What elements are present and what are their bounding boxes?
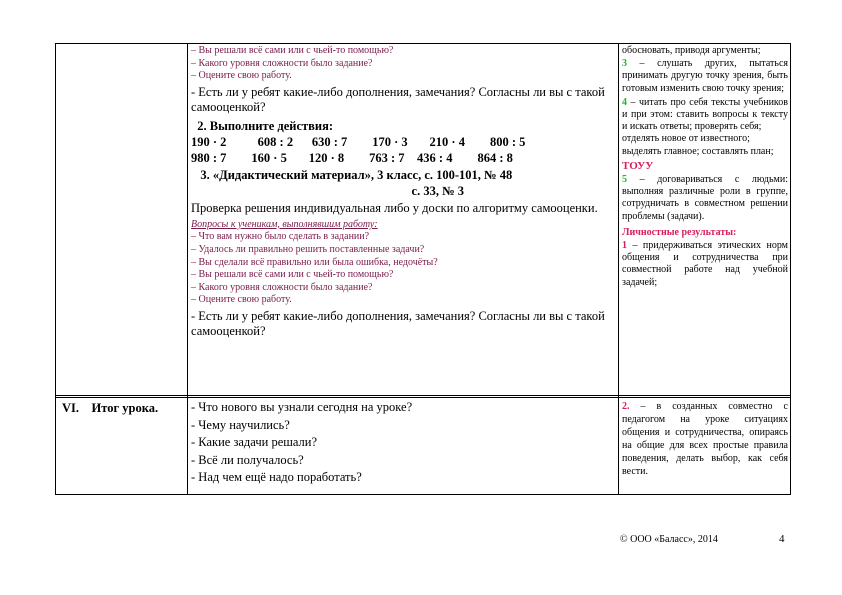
page-number: 4 [779,533,785,545]
task-3-subtitle: с. 33, № 3 [411,183,464,198]
top-middle-cell [191,45,614,339]
personal-results-heading: Личностные результаты: [622,226,737,238]
result-text: – придерживаться этических норм общения и сотрудничества при совместной работе над учебной задачей; [622,240,788,288]
summary-question: - Что нового вы узнали сегодня на уроке? [191,400,413,414]
questions-heading: Вопросы к ученикам, выполнявшим работу: [191,218,378,230]
result-text: выделять главное; составлять план; [622,145,774,157]
summary-question: - Какие задачи решали? [191,435,317,450]
lesson-table [55,43,791,495]
result-text: – договариваться с людьми: выполняя различные роли в группе, сотрудничать в совместном решении проблемы (задачи). [622,174,788,222]
bottom-middle-cell [191,399,614,487]
copyright-footer: © ООО «Баласс», 2014 [620,534,718,545]
task-2-title: 2. Выполните действия: [191,118,334,133]
result-number: 1 [622,240,627,252]
result-number: 2. [622,401,630,412]
question-line: – Вы решали всё сами или с чьей-то помощью? [191,45,394,56]
result-number: 3 [622,58,627,70]
bottom-right-cell [622,400,788,478]
result-text: – читать про себя тексты учебников и при этом: ставить вопросы к тексту и искать ответы; проверять себя; [622,96,788,133]
comment-text: - Есть ли у ребят какие-либо дополнения, замечания? Согласны ли вы с такой самооценкой? [191,84,605,114]
question-line: – Удалось ли правильно решить поставленные задачи? [191,243,425,255]
summary-question: - Над чем ещё надо поработать? [191,470,362,485]
task-3-title: 3. «Дидактический материал», 3 класс, с. 100-101, № 48 [191,167,513,182]
result-text: отделять новое от известного; [622,133,750,145]
expression-row: 190 · 2 608 : 2 630 : 7 170 · 3 210 · 4 800 : 5 [191,134,526,149]
result-number: 4 [622,96,627,108]
question-line: – Оцените свою работу. [191,294,292,306]
summary-question: - Чему научились? [191,417,290,432]
question-line: – Какого уровня сложности было задание? [191,57,373,69]
column-divider-2 [618,44,619,494]
result-number: 5 [622,174,627,186]
comment-text: - Есть ли у ребят какие-либо дополнения, замечания? Согласны ли вы с такой самооценкой? [191,308,605,338]
result-text: – в созданных совместно с педагогом на уроке ситуациях общения и сотрудничества, опираясь на общие для всех простые правила поведения, делать выбор, как себя вести. [622,401,788,477]
result-text: обосновать, приводя аргументы; [622,45,761,56]
question-line: – Какого уровня сложности было задание? [191,281,373,293]
check-text: Проверка решения индивидуальная либо у доски по алгоритму самооценки. [191,200,598,215]
question-line: – Вы сделали всё правильно или была ошибка, недочёты? [191,256,438,268]
result-text: – слушать других, пытаться принимать другую точку зрения, быть готовым изменить свою точку зрения; [622,58,788,94]
stage-label [62,401,186,416]
touu-heading: ТОУУ [622,159,654,172]
question-line: – Оцените свою работу. [191,70,292,82]
expression-row: 980 : 7 160 · 5 120 · 8 763 : 7 436 : 4 864 : 8 [191,150,513,165]
stage-label-text: VI. Итог урока. [62,401,159,415]
row-divider [56,395,790,398]
question-line: – Что вам нужно было сделать в задании? [191,231,370,243]
summary-question: - Всё ли получалось? [191,452,304,467]
top-right-cell [622,45,788,289]
column-divider-1 [187,44,188,494]
question-line: – Вы решали всё сами или с чьей-то помощью? [191,269,394,281]
